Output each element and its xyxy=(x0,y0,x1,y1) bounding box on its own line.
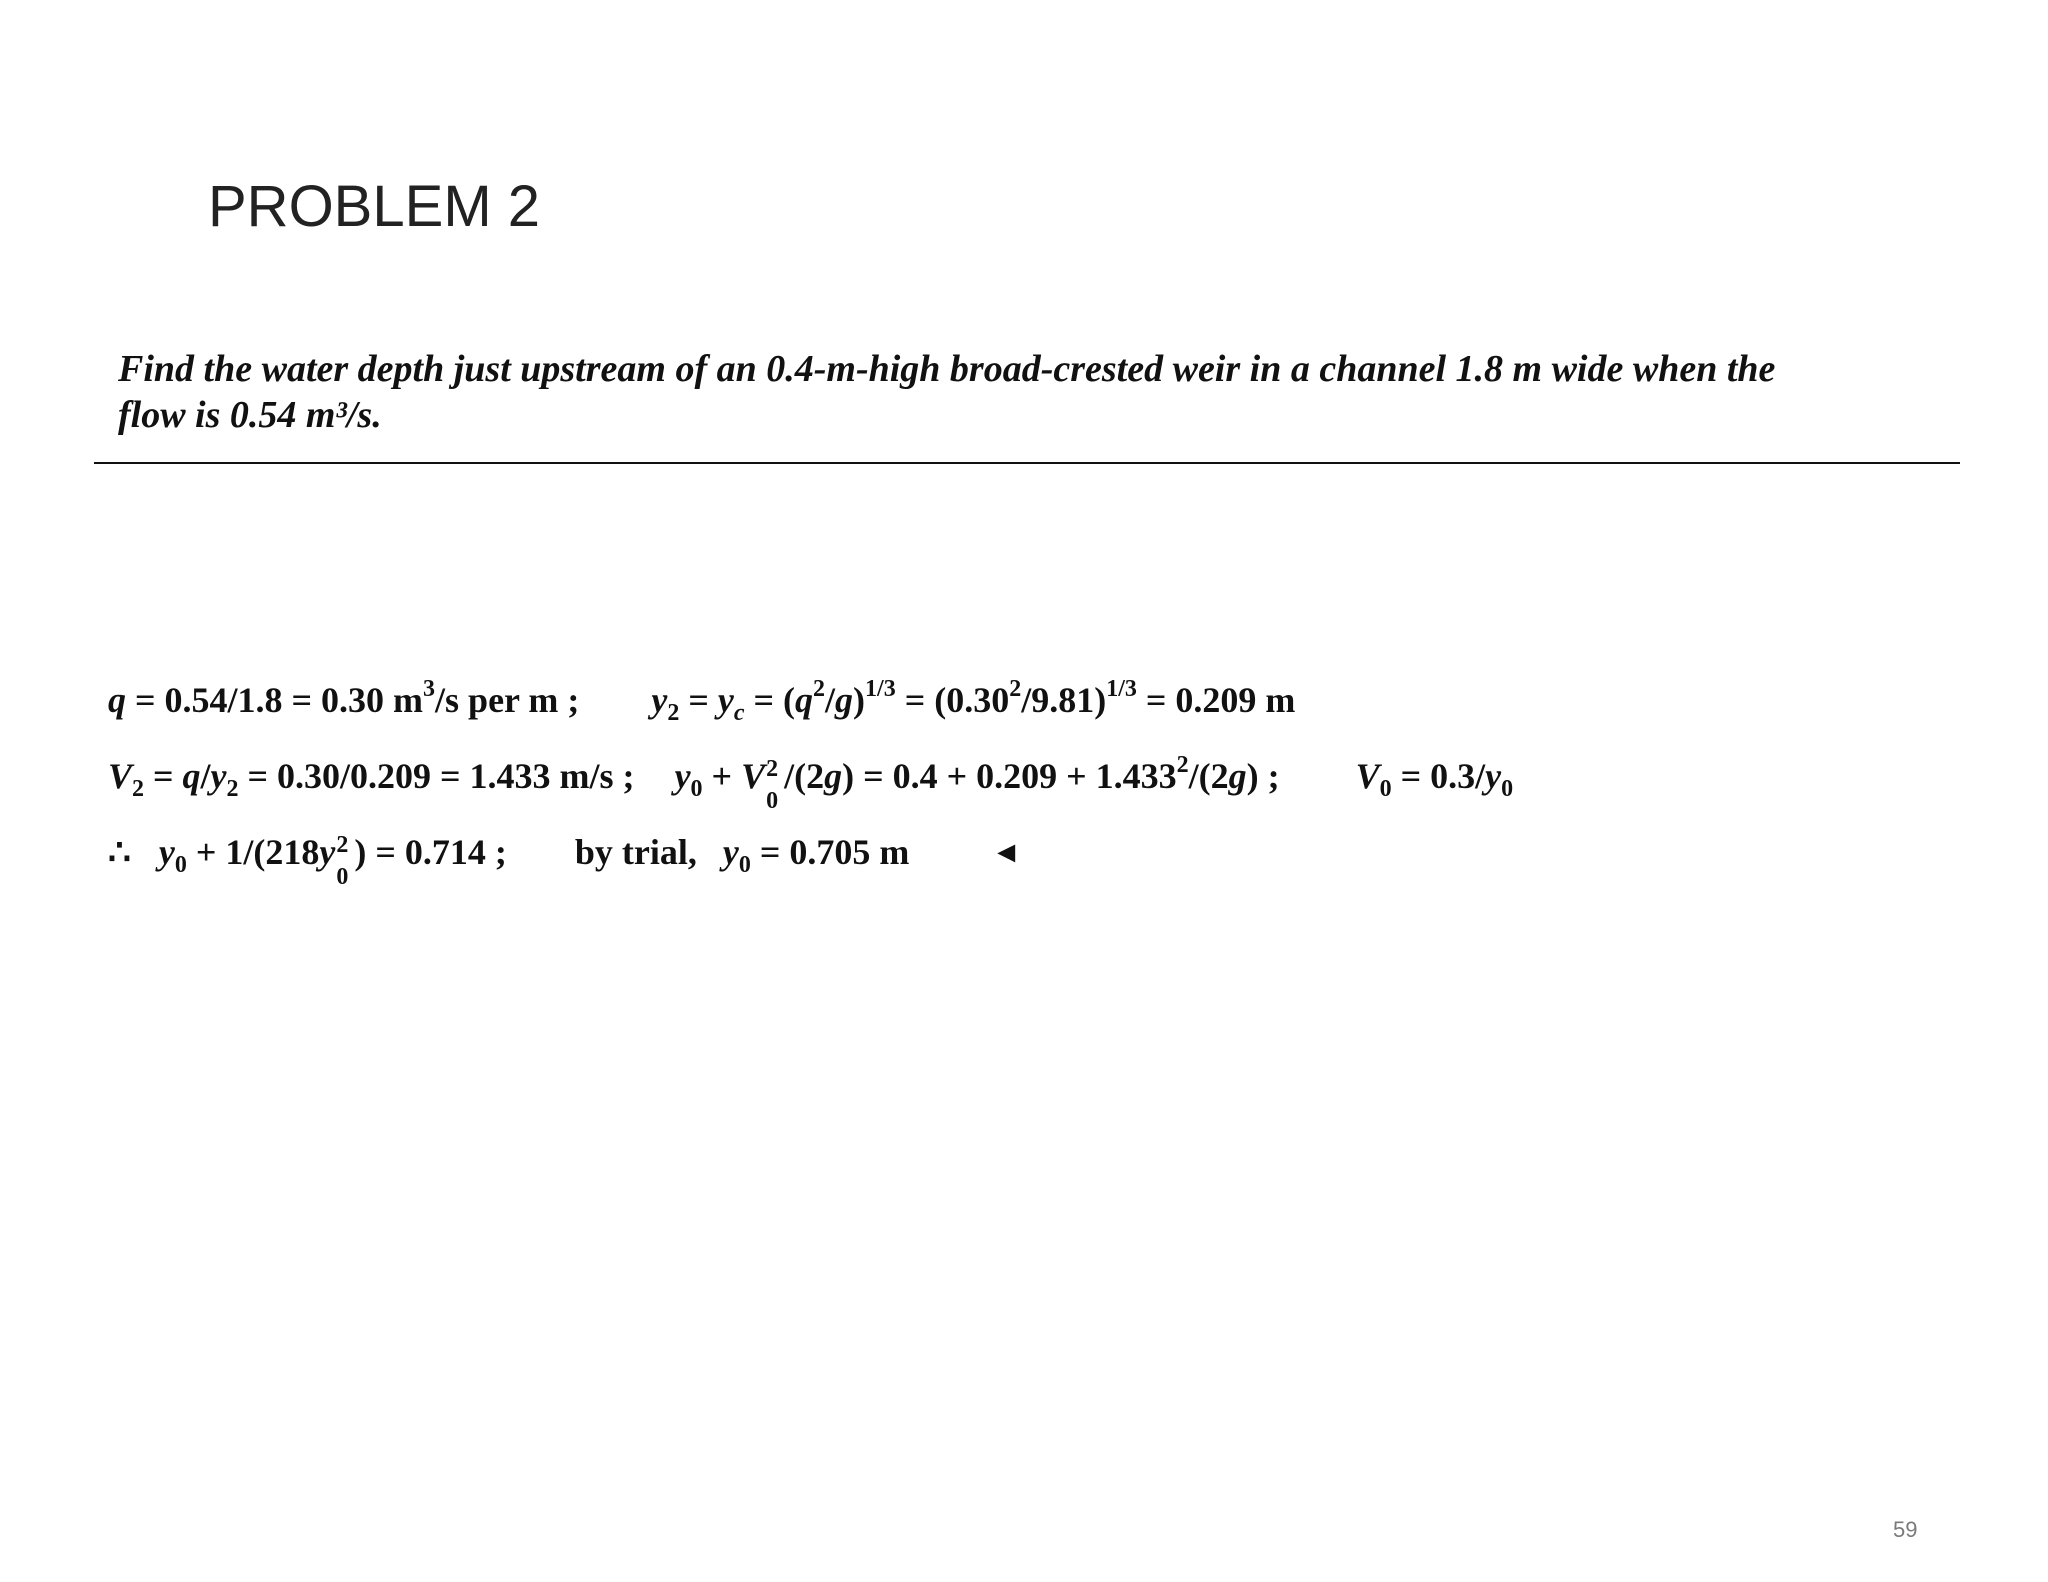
q2-exponent: 2 xyxy=(813,676,826,702)
sub-2: 2 xyxy=(667,700,680,726)
divider-line xyxy=(94,462,1960,464)
sub-c: c xyxy=(733,700,745,726)
sub-2b: 2 xyxy=(226,776,239,802)
slide-title: PROBLEM 2 xyxy=(208,174,540,239)
var-y0: y xyxy=(158,832,175,872)
close-paren: ) xyxy=(853,680,866,720)
cube-root-exponent: 1/3 xyxy=(865,676,896,702)
q-unit-exponent: 3 xyxy=(423,676,436,702)
answer-marker-icon: ◄ xyxy=(991,836,1022,869)
y0-sub: 0 xyxy=(336,864,349,890)
var-g: g xyxy=(824,756,843,796)
sub-0: 0 xyxy=(690,776,703,802)
var-V0b: V xyxy=(1355,756,1380,796)
V0-sub: 0 xyxy=(766,788,779,814)
sub-0c: 0 xyxy=(1501,776,1514,802)
square-exponent: 2 xyxy=(1009,676,1022,702)
q-value: = 0.54/1.8 = 0.30 m xyxy=(126,680,424,720)
equals-2: = ( xyxy=(744,680,796,720)
var-y2: y xyxy=(210,756,227,796)
y0-supsub xyxy=(336,832,354,890)
var-g: g xyxy=(835,680,854,720)
result-yc: = 0.209 m xyxy=(1136,680,1296,720)
energy-equation: = 0.4 + 0.209 + 1.433 xyxy=(854,756,1177,796)
over-2g: /(2 xyxy=(784,756,825,796)
slash: / xyxy=(200,756,211,796)
problem-statement xyxy=(118,346,1968,438)
slash: / xyxy=(825,680,836,720)
sub-2: 2 xyxy=(132,776,145,802)
equals-result: ) = 0.714 ; xyxy=(354,832,507,872)
cube-root-exponent-2: 1/3 xyxy=(1106,676,1137,702)
problem-text-line2: flow is 0.54 m³/s. xyxy=(118,394,382,436)
var-q2: q xyxy=(795,680,814,720)
sub-0c: 0 xyxy=(738,852,751,878)
final-answer: = 0.705 m xyxy=(750,832,910,872)
solution-line-2 xyxy=(108,752,1514,814)
V0-supsub xyxy=(766,756,784,814)
var-y0b: y xyxy=(1485,756,1502,796)
page-number: 59 xyxy=(1893,1517,1918,1542)
over-2g-b: /(2 xyxy=(1188,756,1229,796)
var-y0b: y xyxy=(319,832,336,872)
sub-0b: 0 xyxy=(1379,776,1392,802)
equals-1: = xyxy=(679,680,718,720)
equals-d: = 0.3/ xyxy=(1391,756,1486,796)
var-y2: y xyxy=(651,680,668,720)
divide-g: /9.81) xyxy=(1021,680,1107,720)
var-q: q xyxy=(182,756,201,796)
close-b: ) ; xyxy=(1246,756,1280,796)
problem-text-line1: Find the water depth just upstream of an 0.4-m-high broad-crested weir in a channel 1.8 m wide when the xyxy=(118,348,1776,390)
V0-sup: 2 xyxy=(766,756,779,782)
plus: + xyxy=(702,756,742,796)
var-g-b: g xyxy=(1228,756,1247,796)
by-trial-label: by trial, xyxy=(574,832,697,872)
var-y0: y xyxy=(674,756,691,796)
square-exponent: 2 xyxy=(1176,752,1189,778)
q-unit: /s per m ; xyxy=(435,680,580,720)
close: ) xyxy=(842,756,855,796)
solution-line-1 xyxy=(108,676,1296,726)
y0-sup: 2 xyxy=(336,832,349,858)
sub-0: 0 xyxy=(174,852,187,878)
var-q: q xyxy=(108,680,126,720)
velocity-result: = 0.30/0.209 = 1.433 m/s ; xyxy=(238,756,635,796)
equals-3: = (0.30 xyxy=(895,680,1010,720)
fraction: + 1/(218 xyxy=(186,832,320,872)
solution-line-3 xyxy=(108,832,1022,890)
var-yc: y xyxy=(717,680,734,720)
equals-a: = xyxy=(144,756,183,796)
var-V0: V xyxy=(741,756,766,796)
var-V2: V xyxy=(108,756,133,796)
var-y0c: y xyxy=(722,832,739,872)
therefore-symbol: ∴ xyxy=(108,832,131,872)
